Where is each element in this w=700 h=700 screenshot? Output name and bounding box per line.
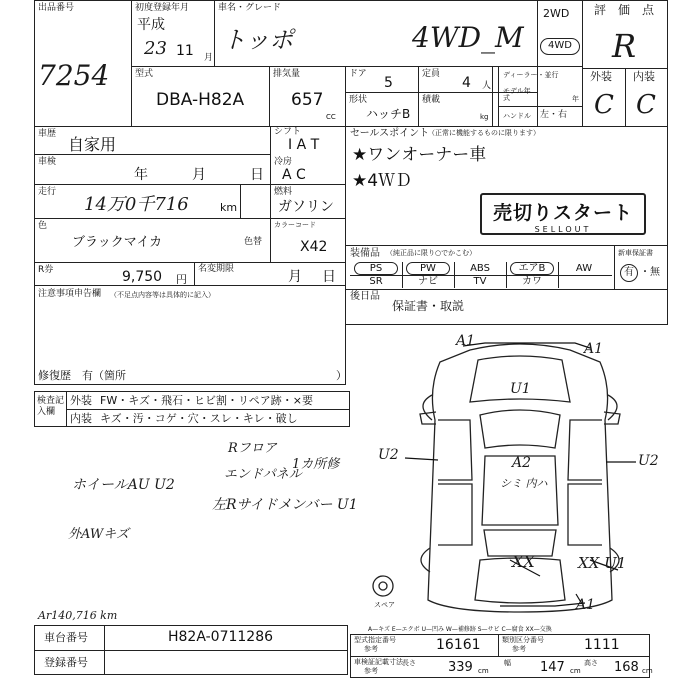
diagram-u2-left: U2 xyxy=(378,447,399,463)
hw-mileage-note: Ar140,716 km xyxy=(38,609,118,622)
sales-label: セールスポイント xyxy=(350,128,430,139)
handle: 左・右 xyxy=(540,110,568,120)
color-change-label: 色替 xyxy=(244,237,263,247)
color-label: 色 xyxy=(38,221,48,231)
equipment-sub: （純正品に限り○でかこむ） xyxy=(386,249,477,257)
reg-month: 11 xyxy=(176,43,194,59)
cert-ref: 参考 xyxy=(364,645,378,653)
score-label: 評 価 点 xyxy=(594,3,655,17)
diagram-a1-right: A1 xyxy=(584,341,604,357)
chassis-divider xyxy=(104,625,105,675)
hw-note-5: 左Rサイドメンバー U1 xyxy=(212,497,358,513)
equipment-item: ナビ xyxy=(418,276,438,287)
model-year-label: モデル年式 xyxy=(503,87,531,102)
shift-label: シフト xyxy=(274,127,302,137)
equipment-item: SR xyxy=(369,276,383,287)
yen-unit: 円 xyxy=(176,273,187,286)
notes-label: 注意事項申告欄 xyxy=(38,289,102,299)
sales-sub: （正常に機能するものに限ります） xyxy=(428,129,540,137)
spare-tire xyxy=(373,576,393,596)
right-rear-door xyxy=(568,484,602,545)
sellout-stamp-main: 売切りスタート xyxy=(492,202,633,224)
diagram-u2-right: U2 xyxy=(638,453,659,469)
fuel-label: 燃料 xyxy=(274,187,293,197)
left-front-door xyxy=(438,420,472,480)
cert-label: 型式指定番号 xyxy=(354,636,396,644)
length: 339 xyxy=(448,660,473,675)
equipment-item: エアB xyxy=(518,263,546,274)
recycle-label: R券 xyxy=(38,265,54,275)
cc-unit: CC xyxy=(326,113,336,121)
recycle: 9,750 xyxy=(122,269,163,285)
int-short: 内装 xyxy=(70,412,92,425)
doors-label: ドア xyxy=(349,69,367,79)
model-label: 型式 xyxy=(135,69,154,79)
int-grade: C xyxy=(636,90,656,120)
shift: I A T xyxy=(288,137,320,153)
extras-label: 後日品 xyxy=(350,291,380,302)
repair-label: 修復歴 xyxy=(38,369,71,382)
km-unit: km xyxy=(220,201,238,214)
int-label: 内装 xyxy=(633,70,655,83)
repair-value: 有（箇所 xyxy=(82,369,126,382)
equipment-item: PS xyxy=(369,263,383,274)
wheel-fl xyxy=(423,395,432,420)
equipment-item: ABS xyxy=(470,263,490,274)
width: 147 xyxy=(540,660,565,675)
equipment-item: PW xyxy=(420,263,436,274)
inspection-day: 日 xyxy=(250,167,264,183)
legend: A—キズ E—エクボ U—凹み W—補修跡 S—サビ C—腐食 XX—交換 xyxy=(368,626,552,633)
equipment-item: AW xyxy=(575,263,593,274)
mileage: 14万0千716 xyxy=(84,194,189,215)
equipment-item: TV xyxy=(473,276,487,287)
hw-note-4: 1カ所修 xyxy=(292,457,340,472)
reg-year: 23 xyxy=(144,38,167,59)
cert-mid xyxy=(350,656,650,657)
inspection-month: 月 xyxy=(192,167,206,183)
height-label: 高さ xyxy=(584,659,598,667)
year-unit: 年 xyxy=(572,95,579,103)
ext-label: 外装 xyxy=(590,70,612,83)
height-unit: cm xyxy=(642,667,653,675)
usage: 自家用 xyxy=(68,135,117,154)
cat-ref: 参考 xyxy=(512,645,526,653)
width-label: 幅 xyxy=(504,659,511,667)
length-label: 長さ xyxy=(402,659,416,667)
hw-note-6: 外AWキズ xyxy=(68,527,129,542)
chassis-label: 車台番号 xyxy=(44,631,88,644)
spare-label: スペア xyxy=(374,601,395,609)
warranty-has: 有 xyxy=(624,267,634,278)
warranty-none: 無 xyxy=(650,267,660,278)
windshield xyxy=(480,410,560,448)
warranty-sep: ・ xyxy=(640,267,650,278)
dims-label: 車検証記載寸法 xyxy=(354,658,403,666)
name-label: 車名・グレード xyxy=(218,3,282,13)
cert: 16161 xyxy=(436,637,481,653)
repair-close: ） xyxy=(336,369,347,382)
first-reg-label: 初度登録年月 xyxy=(135,3,190,13)
lot-number: 7254 xyxy=(38,59,110,92)
era: 平成 xyxy=(137,17,165,33)
cat-label: 類別区分番号 xyxy=(502,636,544,644)
wheel-fr xyxy=(608,395,617,420)
cert-divider xyxy=(498,634,499,656)
length-unit: cm xyxy=(478,667,489,675)
handle-label: ハンドル xyxy=(503,112,531,120)
month-unit: 月 xyxy=(204,53,214,63)
diagram-u1: U1 xyxy=(510,381,531,397)
inspection-label: 車検 xyxy=(38,157,57,167)
equipment-label: 装備品 xyxy=(350,248,380,259)
ext-short: 外装 xyxy=(70,394,92,407)
height: 168 xyxy=(614,660,639,675)
sales-point-1: ★ワンオーナー車 xyxy=(352,145,487,165)
ac-label: 冷房 xyxy=(274,157,293,167)
drive-4wd: 4WD xyxy=(548,40,572,51)
displacement-label: 排気量 xyxy=(273,69,301,79)
left-rear-door xyxy=(438,484,472,545)
ac: A C xyxy=(282,167,306,183)
kg-unit: kg xyxy=(480,113,489,121)
inspection-year: 年 xyxy=(134,167,148,183)
lot-label: 出品番号 xyxy=(38,3,75,13)
seats: 4 xyxy=(462,75,471,91)
hw-note-3: エンドパネル xyxy=(224,467,302,482)
dealer-label: ディーラー・並行 xyxy=(503,71,559,79)
sellout-stamp-sub: SELLOUT xyxy=(534,225,592,234)
diagram-xx-left: XX xyxy=(512,552,535,571)
drive-2wd: 2WD xyxy=(543,7,570,20)
seats-unit: 人 xyxy=(482,81,492,91)
ext-items: FW・キズ・飛石・ヒビ割・リペア跡・×要 xyxy=(100,394,313,407)
new-car-label: 新車保証書 xyxy=(618,249,653,257)
chassis-mid xyxy=(34,650,348,651)
reg-label: 登録番号 xyxy=(44,656,88,669)
color-code: X42 xyxy=(300,239,328,255)
cargo-label: 積載 xyxy=(422,95,441,105)
ext-grade: C xyxy=(594,90,614,120)
diagram-xx-right: XX U1 xyxy=(578,554,627,572)
record-label: 検査記入欄 xyxy=(37,396,65,417)
notes-sub: （不足点内容等は具体的に記入） xyxy=(110,291,215,299)
equipment-item: カワ xyxy=(522,276,542,287)
diagram-a2: A2 xyxy=(512,455,532,471)
name-change-label: 名変期限 xyxy=(198,264,235,274)
shape: ハッチB xyxy=(366,107,411,121)
chassis: H82A-0711286 xyxy=(168,629,274,645)
width-unit: cm xyxy=(570,667,581,675)
color-code-label: カラーコード xyxy=(274,221,316,229)
name-change-month: 月 xyxy=(288,269,302,285)
dims-ref: 参考 xyxy=(364,667,378,675)
right-front-door xyxy=(568,420,602,480)
score-value: R xyxy=(612,27,637,65)
diagram-a1-bottom: A1 xyxy=(576,597,596,613)
car-name: トッポ xyxy=(222,26,294,54)
model: DBA-H82A xyxy=(156,90,245,110)
displacement: 657 xyxy=(291,90,324,110)
fuel: ガソリン xyxy=(278,199,334,215)
usage-label: 車歴 xyxy=(38,129,57,139)
spare-tire-hub xyxy=(379,582,387,590)
grade: 4WD_M xyxy=(412,21,524,54)
color: ブラックマイカ xyxy=(72,235,163,250)
cat: 1111 xyxy=(584,637,620,653)
name-change-day: 日 xyxy=(322,269,336,285)
extras-value: 保証書・取説 xyxy=(392,299,465,313)
shape-label: 形状 xyxy=(349,95,368,105)
diagram-a2-sub: シミ 内ハ xyxy=(500,477,548,490)
sales-point-2: ★4ＷＤ xyxy=(352,171,413,191)
hw-note-1: ホイールAU U2 xyxy=(72,477,175,493)
seats-label: 定員 xyxy=(422,69,441,79)
hw-note-2: Rフロア xyxy=(228,441,277,456)
mileage-label: 走行 xyxy=(38,187,57,197)
doors: 5 xyxy=(384,75,393,91)
int-items: キズ・汚・コゲ・穴・スレ・キレ・破し xyxy=(100,412,298,425)
diagram-a1-top: A1 xyxy=(456,333,476,349)
